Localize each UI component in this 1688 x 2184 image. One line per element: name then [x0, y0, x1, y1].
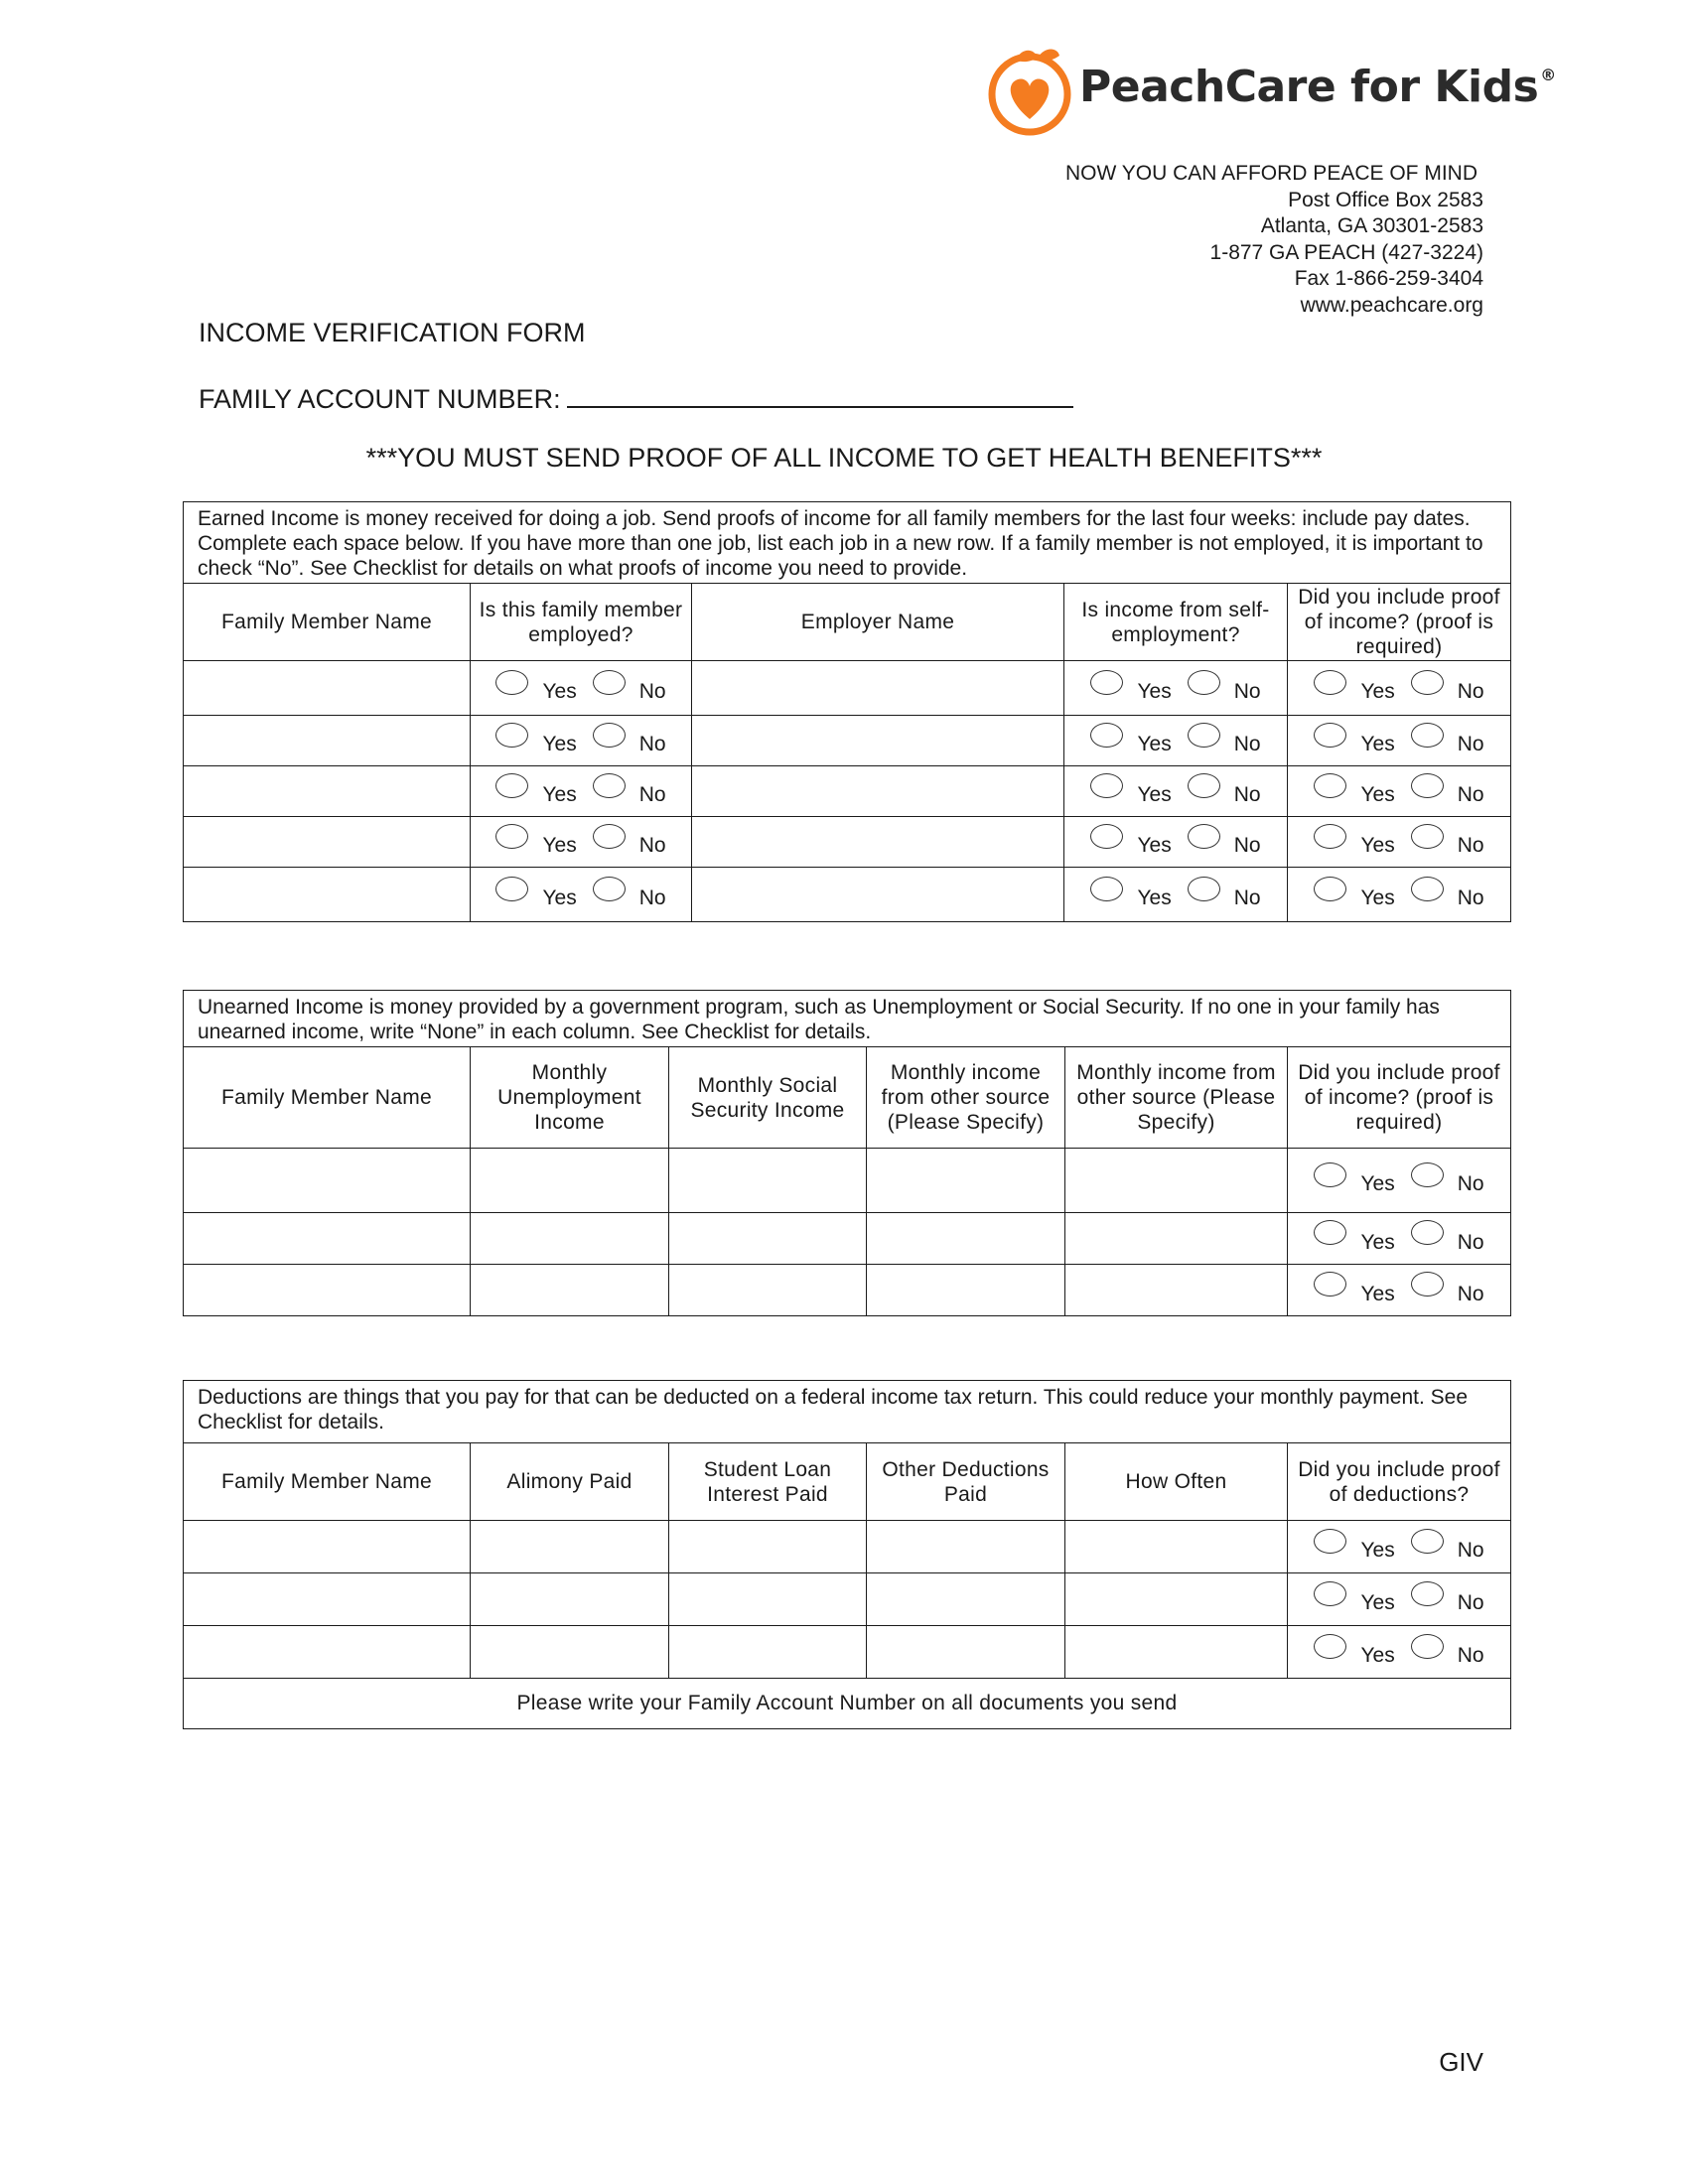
self-employment-yes-option[interactable] — [1090, 830, 1171, 855]
other-source-income-cell[interactable] — [867, 1265, 1065, 1316]
header-family-member-name: Family Member Name — [184, 584, 471, 661]
header-self-employment: Is income from self-employment? — [1064, 584, 1288, 661]
proof-of-income-yes-radio[interactable] — [1314, 877, 1346, 901]
employed-no-option[interactable] — [593, 729, 666, 753]
employed-no-option[interactable] — [593, 676, 666, 701]
account-number-label: FAMILY ACCOUNT NUMBER: — [199, 384, 561, 414]
employed-yes-option[interactable] — [495, 883, 576, 907]
proof-of-income — [1288, 716, 1511, 766]
employed — [471, 817, 692, 868]
proof-of-income-yes-no — [1288, 1278, 1510, 1305]
proof-of-income-no-radio[interactable] — [1411, 1162, 1444, 1187]
self-employment-yes-no — [1064, 779, 1287, 804]
account-number-field[interactable] — [567, 380, 1073, 408]
self-employment-no-label: No — [1233, 680, 1261, 703]
proof-of-income — [1288, 766, 1511, 817]
employed-yes-radio[interactable] — [495, 723, 528, 748]
proof-of-income — [1288, 1265, 1511, 1316]
header-proof-of-deductions: Did you include proof of deductions? — [1288, 1443, 1511, 1521]
employer-name-cell[interactable] — [692, 817, 1064, 868]
proof-of-income-yes-option[interactable] — [1314, 1168, 1394, 1193]
self-employment-no-option[interactable] — [1188, 729, 1261, 753]
self-employment-yes-radio[interactable] — [1090, 773, 1123, 798]
self-employment-no-radio[interactable] — [1188, 877, 1220, 901]
proof-of-income-yes-label: Yes — [1360, 1172, 1395, 1195]
proof-of-income-no-label: No — [1457, 680, 1484, 703]
proof-of-deductions-no-option[interactable] — [1411, 1640, 1484, 1665]
employer-name-cell[interactable] — [692, 661, 1064, 716]
header-alimony-paid: Alimony Paid — [471, 1443, 669, 1521]
social-security-income-cell[interactable] — [669, 1265, 867, 1316]
employed-no-label: No — [638, 783, 666, 806]
self-employment-yes-radio[interactable] — [1090, 824, 1123, 849]
table-row — [184, 1149, 1511, 1213]
employer-name-cell[interactable] — [692, 766, 1064, 817]
proof-of-income-yes-label: Yes — [1360, 1230, 1395, 1254]
address-line-1: Post Office Box 2583 — [1288, 188, 1483, 211]
account-number-line — [199, 380, 1073, 415]
proof-of-income-yes-radio[interactable] — [1314, 1162, 1346, 1187]
self-employment — [1064, 661, 1288, 716]
self-employment-yes-label: Yes — [1137, 680, 1172, 703]
employed — [471, 766, 692, 817]
table-row — [184, 1213, 1511, 1265]
student-loan-interest-cell[interactable] — [669, 1521, 867, 1573]
table-row — [184, 1573, 1511, 1626]
proof-of-income-yes-radio[interactable] — [1314, 1272, 1346, 1297]
family-member-name-cell[interactable] — [184, 1573, 471, 1626]
self-employment-yes-label: Yes — [1137, 834, 1172, 857]
how-often-cell[interactable] — [1065, 1573, 1288, 1626]
employed-no-label: No — [638, 887, 666, 909]
self-employment — [1064, 868, 1288, 922]
proof-of-income-yes-no — [1288, 729, 1510, 753]
contact-block — [1065, 161, 1483, 319]
other-deductions-cell[interactable] — [867, 1573, 1065, 1626]
how-often-cell[interactable] — [1065, 1626, 1288, 1679]
other-deductions-cell[interactable] — [867, 1521, 1065, 1573]
proof-of-income — [1288, 661, 1511, 716]
header-student-loan-interest: Student Loan Interest Paid — [669, 1443, 867, 1521]
employed-no-radio[interactable] — [593, 773, 626, 798]
header-proof-of-income: Did you include proof of income? (proof is required) — [1288, 584, 1511, 661]
proof-of-income-no-option[interactable] — [1411, 729, 1484, 753]
proof-of-income-yes-no — [1288, 830, 1510, 855]
table-row — [184, 661, 1511, 716]
proof-of-income-no-label: No — [1457, 834, 1484, 857]
self-employment-no-label: No — [1233, 783, 1261, 806]
proof-of-income-no-radio[interactable] — [1411, 773, 1444, 798]
self-employment-no-option[interactable] — [1188, 830, 1261, 855]
self-employment-no-radio[interactable] — [1188, 670, 1220, 695]
deductions-intro: Deductions are things that you pay for that can be deducted on a federal income tax return. This could reduce your monthly payment. See Checklist for details. — [184, 1381, 1511, 1443]
unemployment-income-cell[interactable] — [471, 1213, 669, 1265]
proof-of-deductions-no-radio[interactable] — [1411, 1529, 1444, 1554]
other-source-income-cell[interactable] — [867, 1213, 1065, 1265]
proof-of-income — [1288, 1213, 1511, 1265]
proof-of-income-yes-no — [1288, 1168, 1510, 1193]
social-security-income-cell[interactable] — [669, 1213, 867, 1265]
proof-of-income-no-option[interactable] — [1411, 1226, 1484, 1254]
alimony-paid-cell[interactable] — [471, 1626, 669, 1679]
self-employment-yes-option[interactable] — [1090, 676, 1171, 701]
self-employment-yes-no — [1064, 729, 1287, 753]
proof-of-deductions — [1288, 1521, 1511, 1573]
employed-yes-radio[interactable] — [495, 670, 528, 695]
employed-no-radio[interactable] — [593, 723, 626, 748]
proof-of-income-no-label: No — [1457, 1172, 1484, 1195]
proof-of-deductions-yes-radio[interactable] — [1314, 1581, 1346, 1606]
header-other-deductions: Other Deductions Paid — [867, 1443, 1065, 1521]
tagline: NOW YOU CAN AFFORD PEACE OF MIND — [1065, 162, 1477, 185]
account-number-reminder: Please write your Family Account Number on all documents you send — [184, 1679, 1511, 1729]
header-other-source-income-1: Monthly income from other source (Please Specify) — [867, 1047, 1065, 1149]
employed-yes-label: Yes — [542, 733, 577, 755]
proof-of-deductions-no-option[interactable] — [1411, 1535, 1484, 1560]
self-employment-no-option[interactable] — [1188, 676, 1261, 701]
proof-of-income-yes-radio[interactable] — [1314, 670, 1346, 695]
self-employment — [1064, 766, 1288, 817]
alimony-paid-cell[interactable] — [471, 1573, 669, 1626]
proof-of-deductions-no-label: No — [1457, 1644, 1484, 1667]
brand-name: PeachCare for Kids ® — [1079, 62, 1556, 112]
other-deductions-cell[interactable] — [867, 1626, 1065, 1679]
other-source-income-cell[interactable] — [1065, 1213, 1288, 1265]
self-employment-no-option[interactable] — [1188, 883, 1261, 907]
proof-of-income-no-label: No — [1457, 1230, 1484, 1254]
header-employed: Is this family member employed? — [471, 584, 692, 661]
proof-of-income-no-option[interactable] — [1411, 1168, 1484, 1193]
employed-no-label: No — [638, 680, 666, 703]
website: www.peachcare.org — [1300, 293, 1483, 317]
proof-of-deductions-yes-radio[interactable] — [1314, 1529, 1346, 1554]
proof-of-deductions-yes-no — [1288, 1640, 1510, 1665]
header-unemployment-income: Monthly Unemployment Income — [471, 1047, 669, 1149]
employed-yes-radio[interactable] — [495, 824, 528, 849]
self-employment-yes-option[interactable] — [1090, 729, 1171, 753]
proof-of-income-yes-option[interactable] — [1314, 1278, 1395, 1305]
proof-of-income-yes-label: Yes — [1360, 1282, 1395, 1305]
how-often-cell[interactable] — [1065, 1521, 1288, 1573]
family-member-name-cell[interactable] — [184, 1521, 471, 1573]
proof-of-deductions-no-label: No — [1457, 1591, 1484, 1614]
proof-of-income — [1288, 817, 1511, 868]
table-row — [184, 716, 1511, 766]
deductions-table — [183, 1380, 1511, 1729]
phone-number: 1-877 GA PEACH (427-3224) — [1209, 240, 1483, 264]
employed-yes-radio[interactable] — [495, 877, 528, 901]
family-member-name-cell[interactable] — [184, 1213, 471, 1265]
proof-of-deductions-yes-option[interactable] — [1314, 1535, 1394, 1560]
proof-of-income-no-label: No — [1457, 783, 1484, 806]
proof-of-deductions-yes-label: Yes — [1360, 1644, 1395, 1667]
employed-yes-no — [471, 676, 691, 701]
table-row — [184, 1626, 1511, 1679]
proof-of-income-yes-no — [1288, 1226, 1510, 1254]
unemployment-income-cell[interactable] — [471, 1149, 669, 1213]
proof-warning: ***YOU MUST SEND PROOF OF ALL INCOME TO GET HEALTH BENEFITS*** — [365, 443, 1323, 473]
table-row — [184, 1521, 1511, 1573]
table-row — [184, 766, 1511, 817]
self-employment — [1064, 716, 1288, 766]
table-row — [184, 1265, 1511, 1316]
form-title: INCOME VERIFICATION FORM — [199, 318, 586, 347]
proof-of-income-no-radio[interactable] — [1411, 877, 1444, 901]
header-how-often: How Often — [1065, 1443, 1288, 1521]
employed-yes-no — [471, 883, 691, 907]
proof-of-deductions-no-radio[interactable] — [1411, 1581, 1444, 1606]
self-employment — [1064, 817, 1288, 868]
employed-no-label: No — [638, 834, 666, 857]
self-employment-no-radio[interactable] — [1188, 773, 1220, 798]
table-row — [184, 817, 1511, 868]
proof-of-deductions-yes-label: Yes — [1360, 1591, 1395, 1614]
proof-of-income-no-option[interactable] — [1411, 1278, 1484, 1305]
proof-of-income-yes-option[interactable] — [1314, 729, 1394, 753]
employed-no-radio[interactable] — [593, 877, 626, 901]
self-employment-yes-label: Yes — [1137, 783, 1172, 806]
peach-icon — [988, 40, 1077, 139]
peachcare-logo — [988, 40, 1556, 149]
proof-of-income-yes-option[interactable] — [1314, 883, 1394, 907]
proof-of-income — [1288, 1149, 1511, 1213]
header-family-member-name: Family Member Name — [184, 1047, 471, 1149]
employed-yes-label: Yes — [542, 834, 577, 857]
proof-of-income-no-option[interactable] — [1411, 830, 1484, 855]
proof-of-deductions-yes-label: Yes — [1360, 1539, 1395, 1562]
employed-yes-option[interactable] — [495, 830, 576, 855]
self-employment-yes-option[interactable] — [1090, 779, 1171, 804]
employed-no-option[interactable] — [593, 883, 666, 907]
proof-of-deductions-no-radio[interactable] — [1411, 1634, 1444, 1659]
employed — [471, 716, 692, 766]
proof-of-deductions-yes-option[interactable] — [1314, 1587, 1394, 1612]
proof-of-income-yes-radio[interactable] — [1314, 723, 1346, 748]
employed-yes-option[interactable] — [495, 779, 576, 804]
self-employment-no-label: No — [1233, 733, 1261, 755]
other-source-income-cell[interactable] — [867, 1149, 1065, 1213]
header-other-source-income-2: Monthly income from other source (Please Specify) — [1065, 1047, 1288, 1149]
employed-yes-no — [471, 830, 691, 855]
employed — [471, 868, 692, 922]
proof-of-income-yes-option[interactable] — [1314, 1226, 1395, 1254]
self-employment-no-radio[interactable] — [1188, 824, 1220, 849]
unearned-income-table — [183, 990, 1511, 1316]
self-employment-yes-no — [1064, 883, 1287, 907]
employed-no-option[interactable] — [593, 830, 666, 855]
proof-of-income-yes-label: Yes — [1360, 733, 1395, 755]
proof-of-income-no-radio[interactable] — [1411, 1220, 1444, 1245]
self-employment-no-radio[interactable] — [1188, 723, 1220, 748]
fax-number: Fax 1-866-259-3404 — [1294, 267, 1483, 290]
proof-of-income-yes-option[interactable] — [1314, 779, 1394, 804]
employer-name-cell[interactable] — [692, 868, 1064, 922]
self-employment-no-option[interactable] — [1188, 779, 1261, 804]
family-member-name-cell[interactable] — [184, 817, 471, 868]
proof-of-deductions-yes-no — [1288, 1535, 1510, 1560]
proof-of-income-yes-label: Yes — [1360, 887, 1395, 909]
proof-of-income-no-option[interactable] — [1411, 779, 1484, 804]
family-member-name-cell[interactable] — [184, 766, 471, 817]
header-family-member-name: Family Member Name — [184, 1443, 471, 1521]
student-loan-interest-cell[interactable] — [669, 1573, 867, 1626]
other-source-income-cell[interactable] — [1065, 1265, 1288, 1316]
footer-row — [184, 1679, 1511, 1729]
self-employment-yes-radio[interactable] — [1090, 670, 1123, 695]
proof-of-income-yes-radio[interactable] — [1314, 1220, 1346, 1245]
proof-of-deductions — [1288, 1573, 1511, 1626]
employed-no-radio[interactable] — [593, 670, 626, 695]
header-social-security-income: Monthly Social Security Income — [669, 1047, 867, 1149]
other-source-income-cell[interactable] — [1065, 1149, 1288, 1213]
alimony-paid-cell[interactable] — [471, 1521, 669, 1573]
proof-of-deductions-yes-radio[interactable] — [1314, 1634, 1346, 1659]
employed-yes-label: Yes — [542, 680, 577, 703]
proof-of-income-yes-radio[interactable] — [1314, 824, 1346, 849]
family-member-name-cell[interactable] — [184, 716, 471, 766]
proof-of-income-yes-option[interactable] — [1314, 830, 1394, 855]
header-employer-name: Employer Name — [692, 584, 1064, 661]
unemployment-income-cell[interactable] — [471, 1265, 669, 1316]
earned-income-table — [183, 501, 1511, 922]
employed-no-label: No — [638, 733, 666, 755]
proof-of-income-yes-label: Yes — [1360, 834, 1395, 857]
table-row — [184, 868, 1511, 922]
family-member-name-cell[interactable] — [184, 1626, 471, 1679]
self-employment-yes-no — [1064, 830, 1287, 855]
proof-of-deductions-no-label: No — [1457, 1539, 1484, 1562]
proof-of-income-no-option[interactable] — [1411, 676, 1484, 701]
self-employment-no-label: No — [1233, 887, 1261, 909]
employed-yes-option[interactable] — [495, 676, 576, 701]
employed-yes-no — [471, 779, 691, 804]
family-member-name-cell[interactable] — [184, 868, 471, 922]
self-employment-yes-radio[interactable] — [1090, 877, 1123, 901]
address-line-2: Atlanta, GA 30301-2583 — [1260, 214, 1483, 237]
proof-of-income-no-radio[interactable] — [1411, 723, 1444, 748]
employed — [471, 661, 692, 716]
earned-income-intro: Earned Income is money received for doing a job. Send proofs of income for all family members for the last four weeks: include pay dates. Complete each space below. If you have more than one job, list each job in a new row. If a family member is not employed, it is important to check “No”. See Checklist for details on what proofs of income you need to provide. — [184, 502, 1511, 584]
proof-of-income-yes-option[interactable] — [1314, 676, 1394, 701]
family-member-name-cell[interactable] — [184, 1149, 471, 1213]
proof-of-deductions-yes-no — [1288, 1587, 1510, 1612]
employed-yes-label: Yes — [542, 783, 577, 806]
proof-of-deductions — [1288, 1626, 1511, 1679]
self-employment-yes-label: Yes — [1137, 887, 1172, 909]
proof-of-income-yes-no — [1288, 676, 1510, 701]
proof-of-income-no-radio[interactable] — [1411, 1272, 1444, 1297]
employed-yes-label: Yes — [542, 887, 577, 909]
employed-no-option[interactable] — [593, 779, 666, 804]
family-member-name-cell[interactable] — [184, 661, 471, 716]
employed-no-radio[interactable] — [593, 824, 626, 849]
proof-of-income-yes-label: Yes — [1360, 680, 1395, 703]
family-member-name-cell[interactable] — [184, 1265, 471, 1316]
employed-yes-no — [471, 729, 691, 753]
proof-of-income-no-label: No — [1457, 1282, 1484, 1305]
proof-of-income-no-label: No — [1457, 733, 1484, 755]
header-proof-of-income: Did you include proof of income? (proof is required) — [1288, 1047, 1511, 1149]
employer-name-cell[interactable] — [692, 716, 1064, 766]
employed-yes-radio[interactable] — [495, 773, 528, 798]
proof-of-income-no-radio[interactable] — [1411, 670, 1444, 695]
self-employment-yes-label: Yes — [1137, 733, 1172, 755]
self-employment-no-label: No — [1233, 834, 1261, 857]
student-loan-interest-cell[interactable] — [669, 1626, 867, 1679]
unearned-income-intro: Unearned Income is money provided by a government program, such as Unemployment or Social Security. If no one in your family has unearned income, write “None” in each column. See Checklist for details. — [184, 991, 1511, 1047]
social-security-income-cell[interactable] — [669, 1149, 867, 1213]
proof-of-income-yes-radio[interactable] — [1314, 773, 1346, 798]
proof-of-deductions-yes-option[interactable] — [1314, 1640, 1394, 1665]
self-employment-yes-option[interactable] — [1090, 883, 1171, 907]
self-employment-yes-radio[interactable] — [1090, 723, 1123, 748]
proof-of-income-no-label: No — [1457, 887, 1484, 909]
proof-of-income-no-radio[interactable] — [1411, 824, 1444, 849]
form-code: GIV — [1439, 2047, 1483, 2077]
self-employment-yes-no — [1064, 676, 1287, 701]
proof-of-income-yes-no — [1288, 883, 1510, 907]
proof-of-income — [1288, 868, 1511, 922]
proof-of-income-yes-label: Yes — [1360, 783, 1395, 806]
proof-of-income-no-option[interactable] — [1411, 883, 1484, 907]
employed-yes-option[interactable] — [495, 729, 576, 753]
proof-of-income-yes-no — [1288, 779, 1510, 804]
proof-of-deductions-no-option[interactable] — [1411, 1587, 1484, 1612]
